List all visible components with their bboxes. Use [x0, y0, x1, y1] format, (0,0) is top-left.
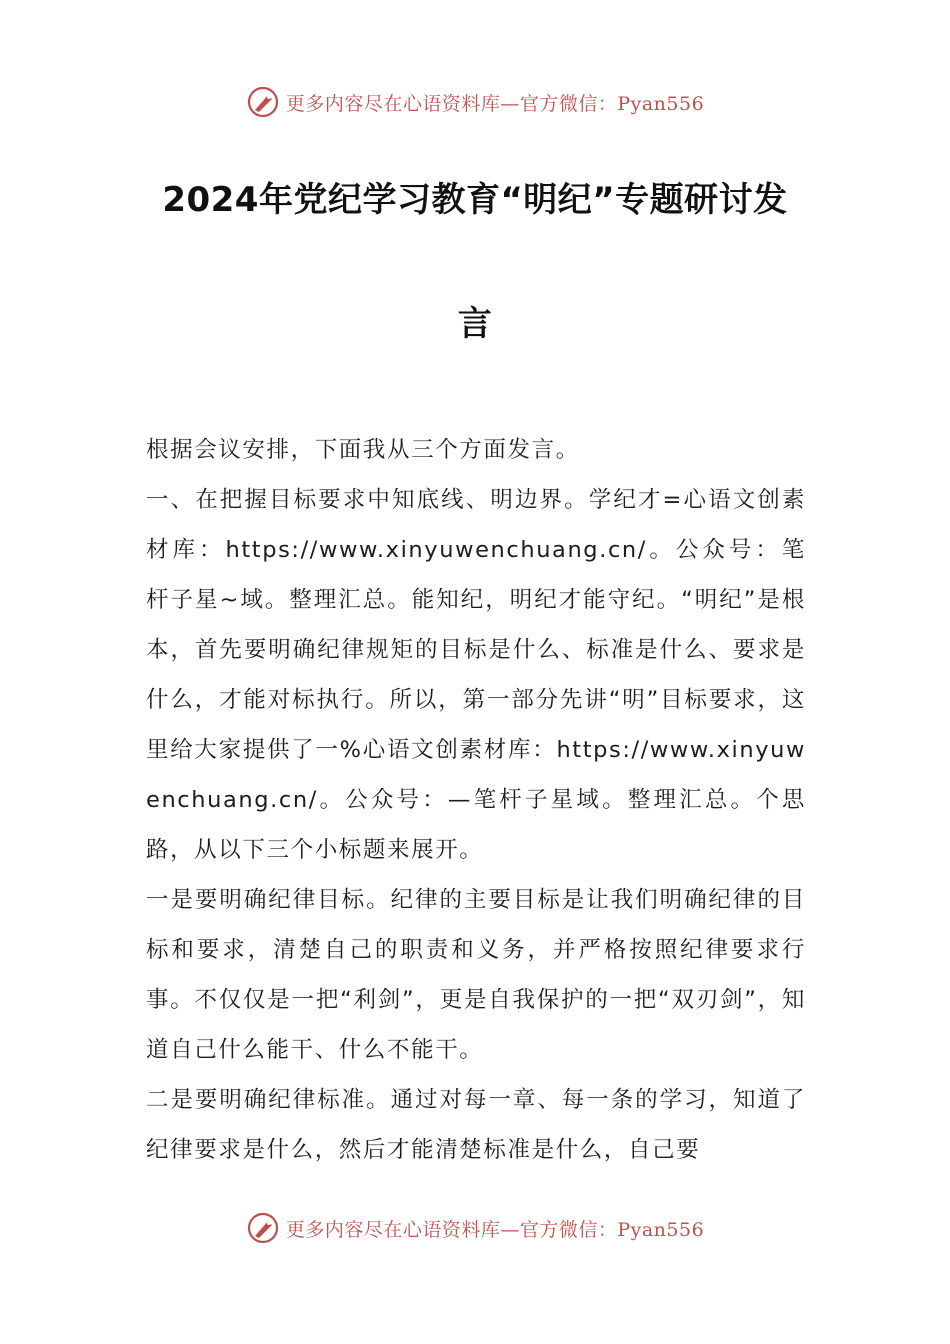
paragraph-intro: 根据会议安排，下面我从三个方面发言。: [146, 437, 580, 463]
watermark-banner-bottom: [0, 1208, 950, 1248]
document-title-line2: 言: [457, 304, 493, 344]
pen-nib-logo-icon: [246, 1211, 280, 1245]
paragraph-point-two: 二是要明确纪律标准。通过对每一章、每一条的学习，知道了纪律要求是什么，然后才能清楚标准是什么，自己要: [146, 1087, 806, 1163]
document-body: [146, 425, 806, 1175]
watermark-text: 更多内容尽在心语资料库—官方微信：Pyan556: [285, 1218, 705, 1241]
document-title-line1: 2024年党纪学习教育“明纪”专题研讨发: [162, 180, 788, 220]
paragraph-section-one: 一、在把握目标要求中知底线、明边界。学纪才=心语文创素材库：https://www.xinyuwenchuang.cn/。公众号：笔杆子星~域。整理汇总。能知纪，明纪才能守纪。“明纪”是根本，首先要明确纪律规矩的目标是什么、标准是什么、要求是什么，才能对标执行。所以，第一部分先讲“明”目标要求，这里给大家提供了一%心语文创素材库：https://www.xinyuwenchuang.cn/。公众号：—笔杆子星域。整理汇总。个思路，从以下三个小标题来展开。: [146, 487, 806, 863]
watermark-banner-top: [0, 82, 950, 122]
watermark-text: 更多内容尽在心语资料库—官方微信：Pyan556: [285, 92, 705, 115]
paragraph-point-one: 一是要明确纪律目标。纪律的主要目标是让我们明确纪律的目标和要求，清楚自己的职责和义务，并严格按照纪律要求行事。不仅仅是一把“利剑”，更是自我保护的一把“双刃剑”，知道自己什么能干、什么不能干。: [146, 887, 806, 1063]
pen-nib-logo-icon: [246, 85, 280, 119]
